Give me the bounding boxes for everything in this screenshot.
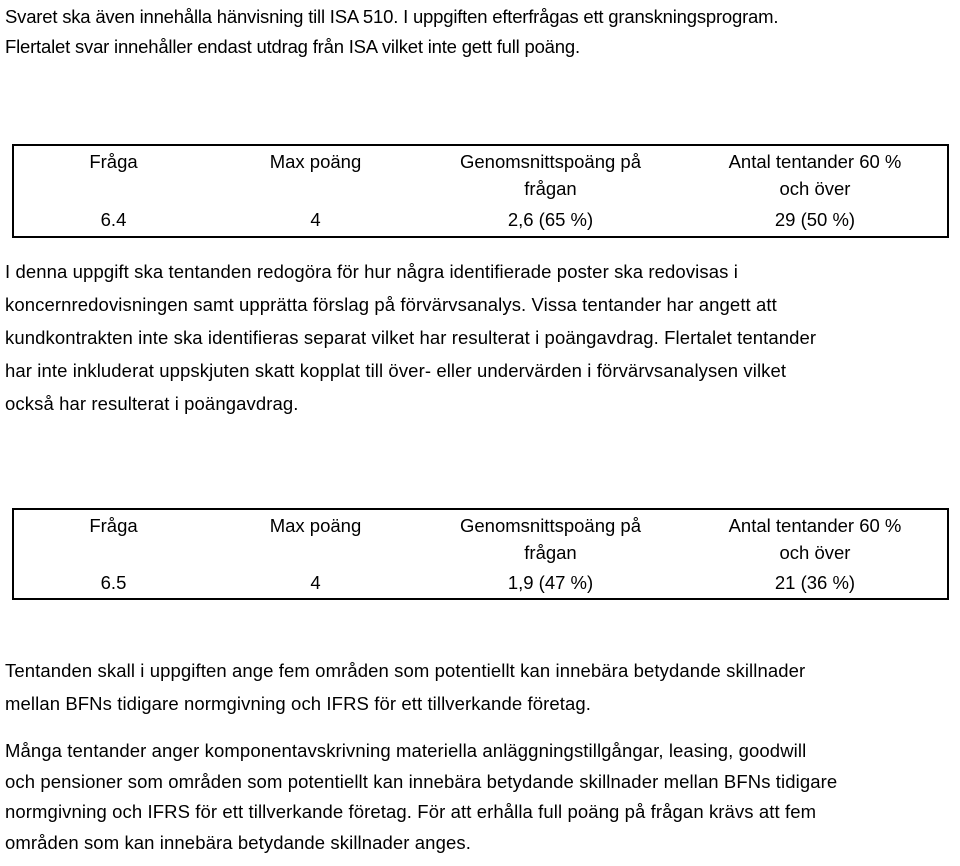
cell-question: 6.4 [100, 209, 127, 230]
cell-max-points: 4 [310, 572, 321, 593]
cell-count: 29 (50 %) [774, 209, 856, 230]
table-row [13, 204, 948, 237]
paragraph-question-6-5-task [5, 654, 955, 720]
paragraph-question-6-5-comments [5, 736, 955, 858]
score-table-6-5 [12, 508, 949, 600]
cell-average: 2,6 (65 %) [507, 209, 594, 230]
header-question: Fråga [89, 151, 138, 172]
table-header-row [13, 145, 948, 204]
cell-count: 21 (36 %) [774, 572, 856, 593]
cell-question: 6.5 [100, 572, 127, 593]
table-row [13, 568, 948, 599]
paragraph-line: normgivning och IFRS för ett tillverkande företag. För att erhålla full poäng på frågan krävs att fem [5, 801, 817, 822]
paragraph-line: områden som kan innebära betydande skillnader anges. [5, 831, 471, 853]
header-question: Fråga [89, 515, 138, 536]
header-candidate-count [683, 145, 948, 204]
cell-average: 1,9 (47 %) [507, 572, 594, 593]
paragraph-line: Många tentander anger komponentavskrivning materiella anläggningstillgångar, leasing, goodwill [5, 740, 807, 761]
paragraph-line: har inte inkluderat uppskjuten skatt kopplat till över- eller undervärden i förvärvsanalysen vilket [5, 360, 787, 381]
header-count-line1: Antal tentander 60 % [728, 515, 902, 536]
header-average-line2: frågan [524, 542, 577, 563]
paragraph-line: koncernredovisningen samt upprätta förslag på förvärvsanalys. Vissa tentander har angett att [5, 294, 777, 315]
header-average-line1: Genomsnittspoäng på [459, 515, 641, 536]
paragraph-line: kundkontrakten inte ska identifieras separat vilket har resulterat i poängavdrag. Flertalet tentander [5, 327, 817, 348]
header-max-points: Max poäng [269, 515, 362, 536]
header-count-line2: och över [779, 542, 851, 563]
paragraph-line: Tentanden skall i uppgiften ange fem områden som potentiellt kan innebära betydande skillnader [5, 660, 806, 681]
table-header-row [13, 509, 948, 568]
paragraph-line: mellan BFNs tidigare normgivning och IFRS för ett tillverkande företag. [5, 693, 591, 714]
header-max-points: Max poäng [269, 151, 362, 172]
header-candidate-count [683, 509, 948, 568]
paragraph-question-6-4 [5, 255, 955, 420]
header-count-line2: och över [779, 178, 851, 199]
intro-line: Svaret ska även innehålla hänvisning till ISA 510. I uppgiften efterfrågas ett granskningsprogram. [5, 6, 779, 27]
intro-text [5, 2, 945, 62]
paragraph-line: och pensioner som områden som potentiellt kan innebära betydande skillnader mellan BFNs tidigare [5, 770, 838, 792]
cell-max-points: 4 [310, 209, 321, 230]
header-average-line1: Genomsnittspoäng på [459, 151, 641, 172]
header-count-line1: Antal tentander 60 % [728, 151, 902, 172]
header-average-points [418, 145, 683, 204]
header-average-points [418, 509, 683, 568]
paragraph-line: I denna uppgift ska tentanden redogöra för hur några identifierade poster ska redovisas i [5, 261, 738, 282]
paragraph-line: också har resulterat i poängavdrag. [5, 393, 299, 414]
score-table-6-4 [12, 144, 949, 238]
header-average-line2: frågan [524, 178, 577, 199]
intro-line: Flertalet svar innehåller endast utdrag från ISA vilket inte gett full poäng. [5, 36, 580, 57]
